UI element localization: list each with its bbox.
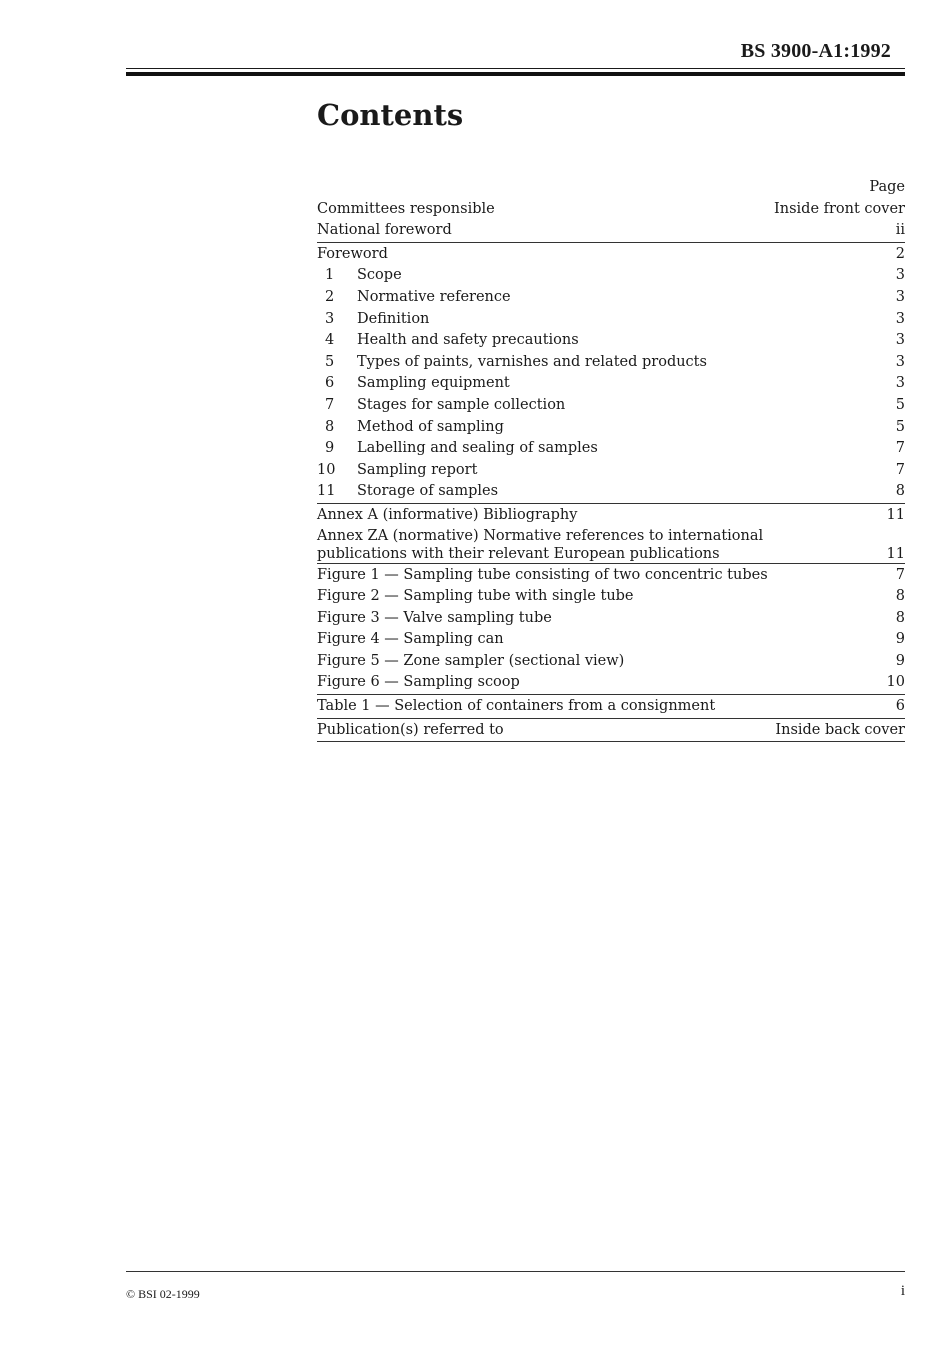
toc-clause-entry[interactable] <box>317 309 905 331</box>
toc-entry[interactable] <box>317 199 905 221</box>
clause-title: Sampling report <box>357 461 478 478</box>
clause-number: 11 <box>317 483 336 500</box>
clause-number: 2 <box>325 288 335 305</box>
clause-number: 4 <box>325 332 335 349</box>
toc-figure-entry[interactable] <box>317 586 905 608</box>
clause-title: Definition <box>357 310 430 327</box>
toc-entry-page: Inside back cover <box>775 721 905 738</box>
footer-rule <box>126 1271 905 1272</box>
toc-figure-entry[interactable] <box>317 672 905 695</box>
figure-title: Figure 3 — Valve sampling tube <box>317 609 552 626</box>
toc-clause-entry[interactable] <box>317 395 905 417</box>
clause-number: 5 <box>325 353 335 370</box>
clause-number: 10 <box>317 461 336 478</box>
figure-title: Figure 1 — Sampling tube consisting of two concentric tubes <box>317 566 768 583</box>
toc-entry-page: 8 <box>895 483 905 500</box>
toc-entry-page: 6 <box>895 698 905 715</box>
toc-clause-entry[interactable] <box>317 352 905 374</box>
figure-title: Figure 4 — Sampling can <box>317 631 504 648</box>
toc-entry-page: 3 <box>895 375 905 392</box>
copyright-notice: © BSI 02-1999 <box>126 1287 200 1301</box>
clause-title: Scope <box>357 267 402 284</box>
table-title: Table 1 — Selection of containers from a consignment <box>317 698 716 715</box>
toc-clause-entry[interactable] <box>317 330 905 352</box>
toc-entry-page: 7 <box>895 461 905 478</box>
clause-title: Health and safety precautions <box>357 332 579 349</box>
toc-entry-label: Foreword <box>317 245 388 262</box>
figure-title: Figure 2 — Sampling tube with single tube <box>317 588 634 605</box>
toc-clause-entry[interactable] <box>317 265 905 287</box>
annex-title <box>317 527 763 563</box>
toc-entry-foreword[interactable] <box>317 244 905 266</box>
toc-entry-page: 11 <box>886 545 905 562</box>
page-number: i <box>900 1283 905 1299</box>
toc-entry-page: 3 <box>895 332 905 349</box>
toc-annex-entry[interactable] <box>317 527 905 564</box>
toc-entry-page: 7 <box>895 440 905 457</box>
toc-entry-page: 10 <box>886 674 905 691</box>
page-title: Contents <box>317 98 464 132</box>
clause-title: Method of sampling <box>357 418 504 435</box>
clause-title: Types of paints, varnishes and related products <box>357 353 707 370</box>
toc-clause-entry[interactable] <box>317 373 905 395</box>
toc-table-entry[interactable] <box>317 696 905 719</box>
toc-figure-entry[interactable] <box>317 629 905 651</box>
toc-entry-page: 11 <box>886 506 905 523</box>
header-rule-thin <box>126 68 905 69</box>
clause-number: 7 <box>325 396 335 413</box>
toc-entry-page: 9 <box>895 652 905 669</box>
table-of-contents <box>317 177 905 743</box>
toc-page-heading-row <box>317 177 905 199</box>
clause-number: 6 <box>325 375 335 392</box>
clause-title: Labelling and sealing of samples <box>357 440 598 457</box>
toc-entry-page: 8 <box>895 609 905 626</box>
toc-entry-page: Inside front cover <box>774 200 905 217</box>
toc-clause-entry[interactable] <box>317 287 905 309</box>
toc-entry-label: Committees responsible <box>317 200 495 217</box>
document-code: BS 3900-A1:1992 <box>740 40 891 62</box>
toc-entry-page: 3 <box>895 310 905 327</box>
figure-title: Figure 6 — Sampling scoop <box>317 674 520 691</box>
toc-entry-page: 3 <box>895 288 905 305</box>
toc-entry-label: National foreword <box>317 222 452 239</box>
toc-clause-entry[interactable] <box>317 438 905 460</box>
toc-entry-page: 3 <box>895 267 905 284</box>
clause-number: 9 <box>325 440 335 457</box>
toc-entry-page: 5 <box>895 396 905 413</box>
clause-title: Sampling equipment <box>357 375 510 392</box>
toc-figure-entry[interactable] <box>317 651 905 673</box>
toc-clause-entry[interactable] <box>317 460 905 482</box>
toc-figure-entry[interactable] <box>317 565 905 587</box>
publications-title: Publication(s) referred to <box>317 721 504 738</box>
toc-entry-page: 8 <box>895 588 905 605</box>
clause-title: Stages for sample collection <box>357 396 566 413</box>
clause-title: Storage of samples <box>357 483 499 500</box>
annex-title-line: Annex ZA (normative) Normative references to international <box>317 527 764 544</box>
clause-number: 3 <box>325 310 335 327</box>
annex-title: Annex A (informative) Bibliography <box>317 506 578 523</box>
toc-clause-entry[interactable] <box>317 417 905 439</box>
toc-annex-entry[interactable] <box>317 505 905 527</box>
toc-entry-page: 7 <box>895 566 905 583</box>
clause-number: 1 <box>325 267 335 284</box>
toc-entry-page: 5 <box>895 418 905 435</box>
page-column-heading: Page <box>869 179 905 195</box>
toc-clause-entry[interactable] <box>317 481 905 504</box>
figure-title: Figure 5 — Zone sampler (sectional view) <box>317 652 625 669</box>
toc-figure-entry[interactable] <box>317 608 905 630</box>
annex-title-line: publications with their relevant European publications <box>317 545 720 562</box>
toc-entry-page: ii <box>895 222 905 239</box>
toc-entry-page: 2 <box>895 245 905 262</box>
clause-title: Normative reference <box>357 288 511 305</box>
toc-publications-entry[interactable] <box>317 720 905 743</box>
toc-entry[interactable] <box>317 220 905 243</box>
toc-entry-page: 9 <box>895 631 905 648</box>
clause-number: 8 <box>325 418 335 435</box>
header-rule-thick <box>126 72 905 76</box>
toc-entry-page: 3 <box>895 353 905 370</box>
